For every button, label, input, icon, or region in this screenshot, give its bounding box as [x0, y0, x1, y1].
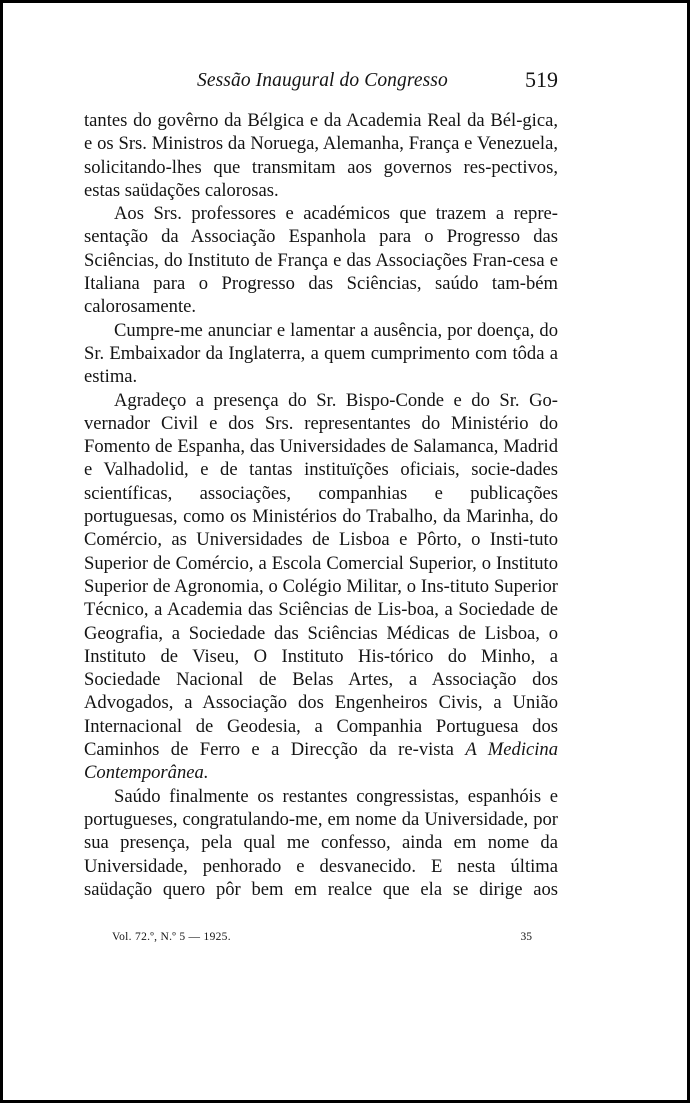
- paragraph-1: tantes do govêrno da Bélgica e da Academia Real da Bél-gica, e os Srs. Ministros da Noruega, Alemanha, França e Venezuela, solicitando-lhes que transmitam aos governos res-pectivos, estas saüdações calorosas.: [84, 110, 558, 201]
- footer-sheet-number: 35: [520, 931, 532, 943]
- page-header: [84, 68, 558, 94]
- running-title: Sessão Inaugural do Congresso: [197, 70, 448, 91]
- body-text: [84, 109, 558, 901]
- page-footer: [112, 928, 532, 946]
- paragraph-4: [84, 389, 558, 785]
- paragraph-4-text: Agradeço a presença do Sr. Bispo-Conde e do Sr. Go-vernador Civil e dos Srs. representantes do Ministério do Fomento de Espanha, das Universidades de Salamanca, Madrid e Valhadolid, e de tantas instituïções oficiais, socie-dades scientíficas, associações, companhias e publicações portuguesas, como os Ministérios do Trabalho, da Marinha, do Comércio, as Universidades de Lisboa e Pôrto, o Insti-tuto Superior de Comércio, a Escola Comercial Superior, o Instituto Superior de Agronomia, o Colégio Militar, o Ins-tituto Superior Técnico, a Academia das Sciências de Lis-boa, a Sociedade de Geografia, a Sociedade das Sciências Médicas de Lisboa, o Instituto de Viseu, O Instituto His-tórico do Minho, a Sociedade Nacional de Belas Artes, a Associação dos Advogados, a Associação dos Engenheiros Civis, a União Internacional de Geodesia, a Companhia Portuguesa dos Caminhos de Ferro e a Direcção da re-vista: [84, 389, 558, 761]
- page-number: 519: [525, 67, 558, 92]
- journal-title: A Medicina Contemporânea.: [84, 739, 558, 784]
- footer-signature: Vol. 72.º, N.º 5 — 1925.: [112, 931, 231, 943]
- paragraph-2: Aos Srs. professores e académicos que trazem a repre-sentação da Associação Espanhola para o Progresso das Sciências, do Instituto de França e das Associações Fran-cesa e Italiana para o Progresso das Sciências, saúdo tam-bém calorosamente.: [84, 203, 558, 318]
- paragraph-5: Saúdo finalmente os restantes congressistas, espanhóis e portugueses, congratulando-me, em nome da Universidade, por sua presença, pela qual me confesso, ainda em nome da Universidade, penhorado e desvanecido. E nesta última saüdação quero pôr bem em realce que ela se dirige aos: [84, 785, 558, 900]
- paragraph-3: Cumpre-me anunciar e lamentar a ausência, por doença, do Sr. Embaixador da Inglaterra, a quem cumprimento com tôda a estima.: [84, 319, 558, 388]
